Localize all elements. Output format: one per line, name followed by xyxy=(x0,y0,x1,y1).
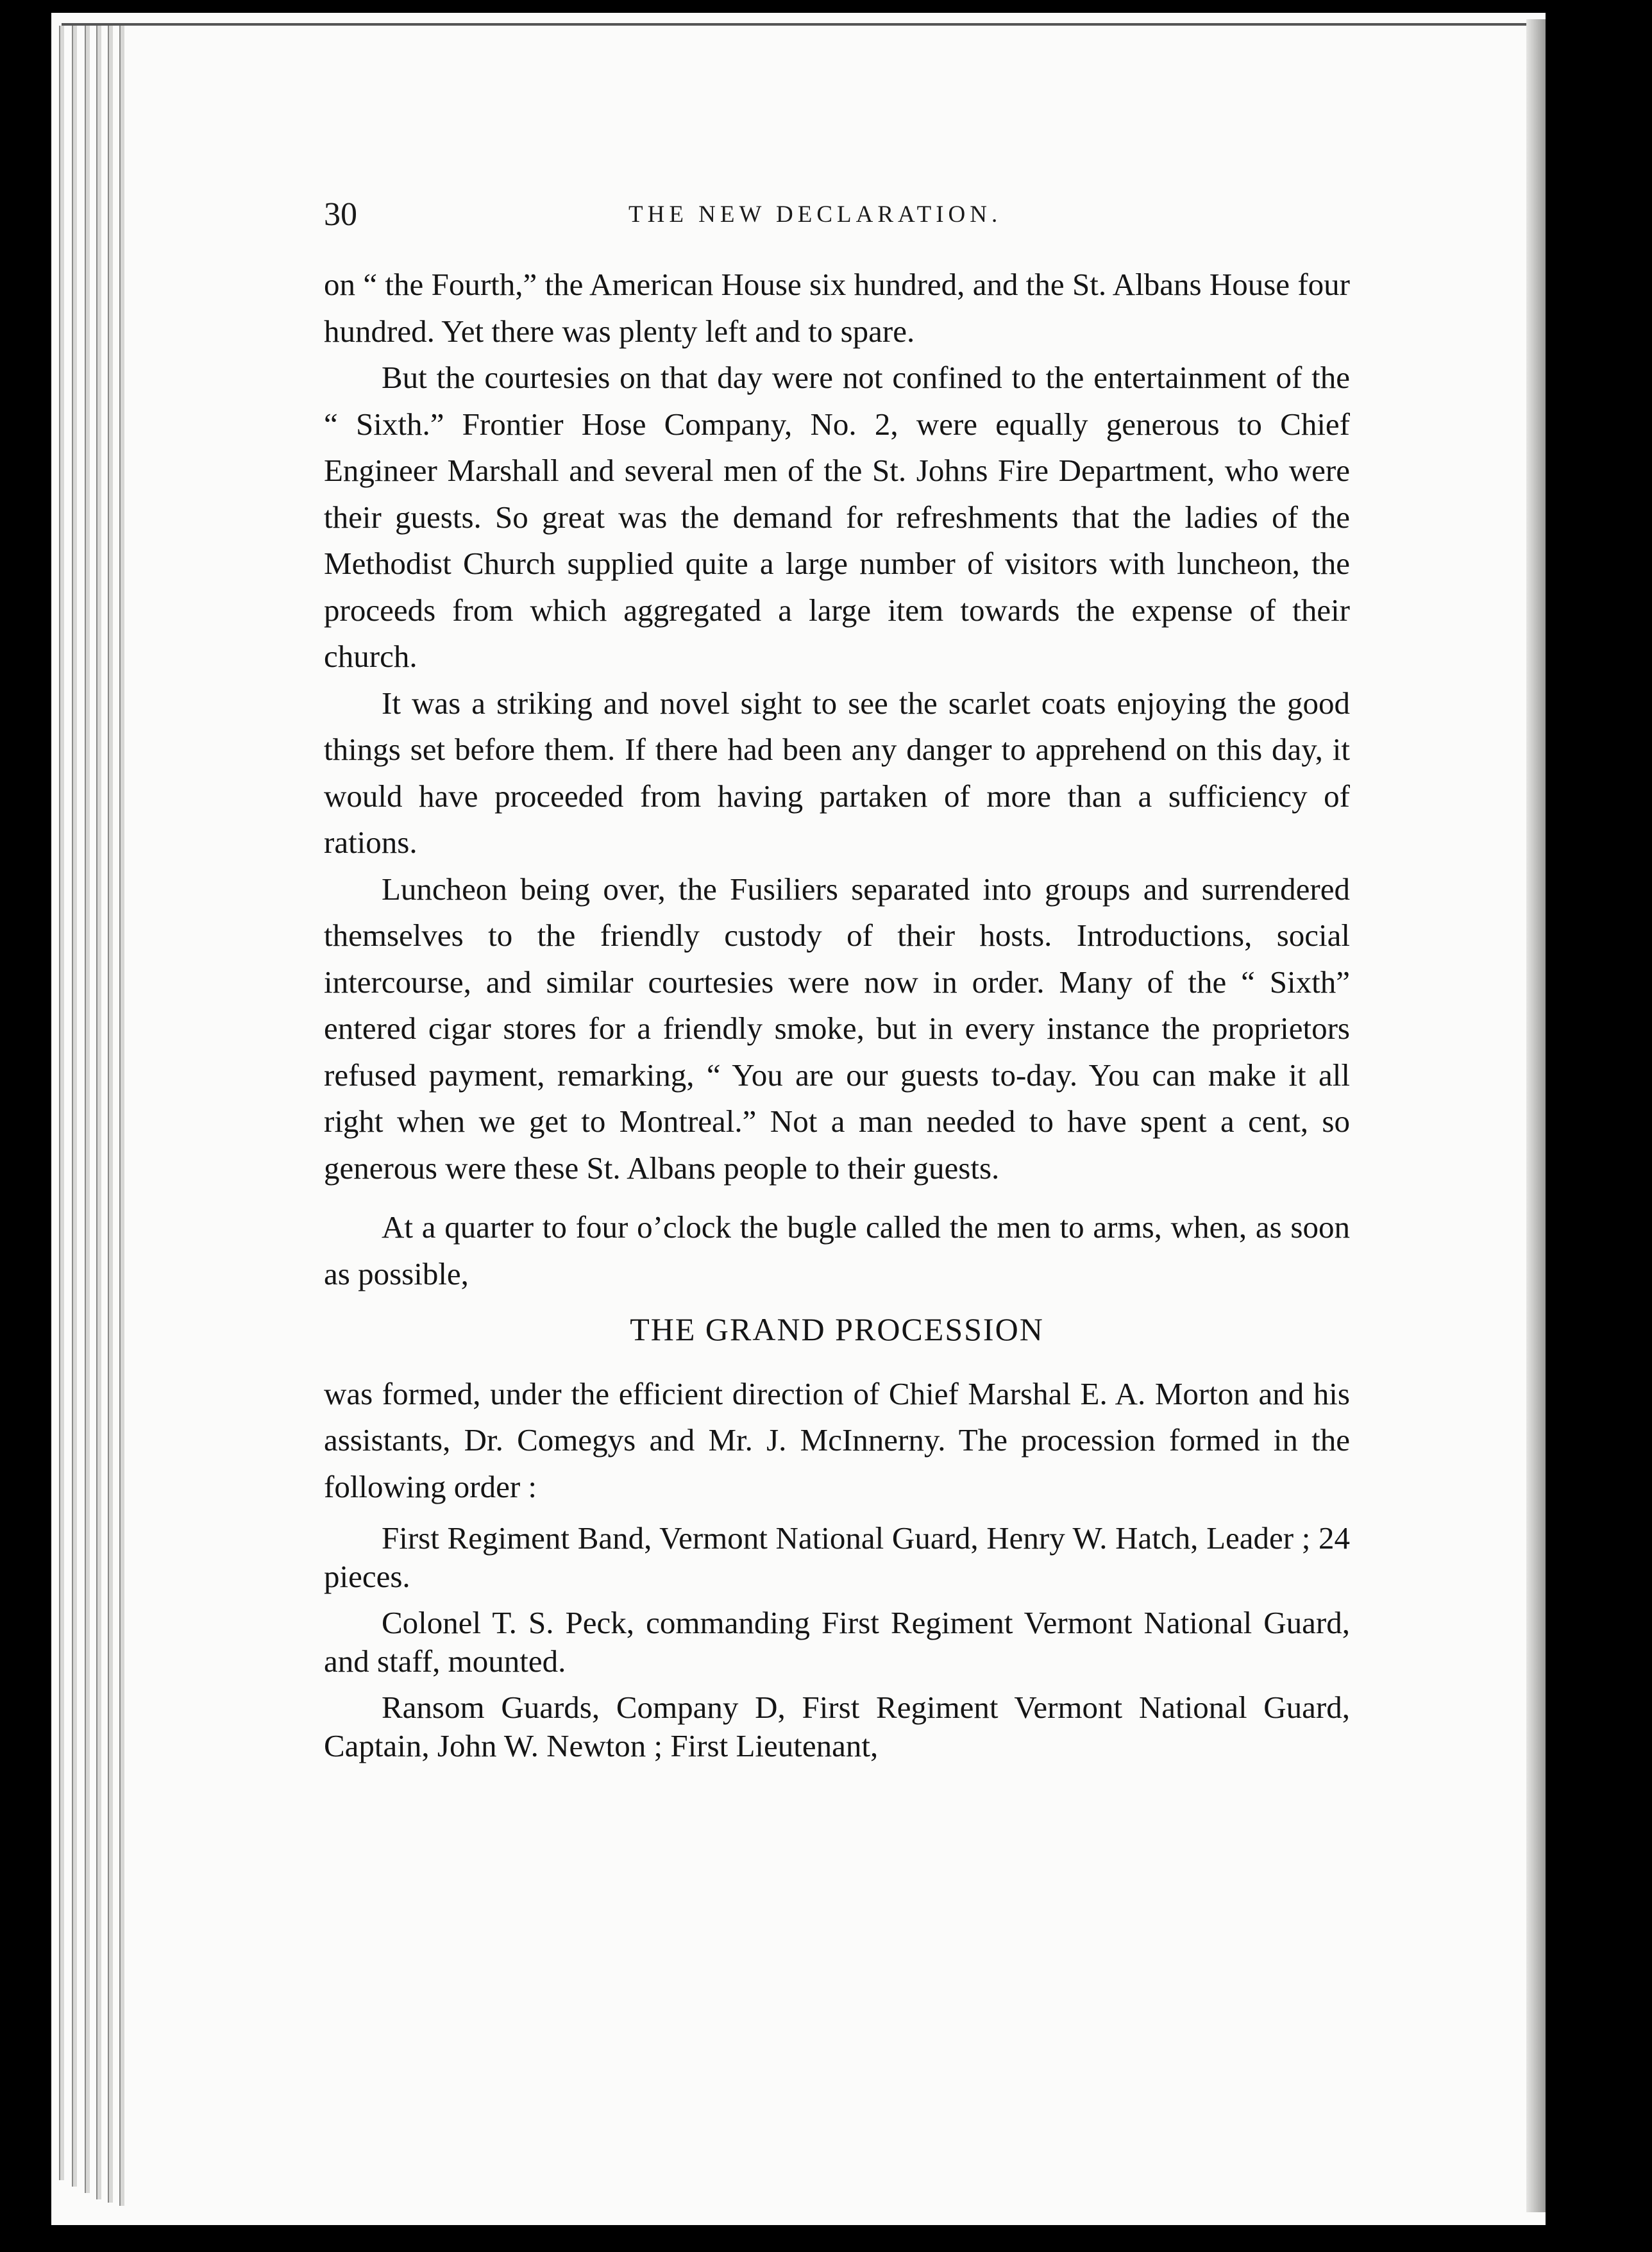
page-edge xyxy=(72,26,77,2187)
paragraph: Luncheon being over, the Fusiliers separated into groups and surrendered themselves to the friendly custody of their hosts. Introductions, social intercourse, and similar courtesies were now in order. Many of the “ Sixth” entered cigar stores for a friendly smoke, but in every instance the proprietors refused payment, remarking, “ You are our guests to-day. You can make it all right when we get to Montreal.” Not a man needed to have spent a cent, so generous were these St. Albans people to their guests. xyxy=(324,871,1350,1186)
page-edge xyxy=(119,26,124,2206)
paragraph: was formed, under the efficient direction of Chief Marshal E. A. Morton and his assistants, Dr. Comegys and Mr. J. McInnerny. The procession formed in the following order : xyxy=(324,1375,1350,1504)
list-item: Colonel T. S. Peck, commanding First Regiment Vermont National Guard, and staff, mounted. xyxy=(324,1605,1350,1679)
page-edge xyxy=(108,26,113,2203)
section-heading: THE GRAND PROCESSION xyxy=(630,1311,1044,1347)
page-edge xyxy=(96,26,101,2199)
running-title: THE NEW DECLARATION. xyxy=(628,201,1002,228)
list-item: Ransom Guards, Company D, First Regiment Vermont National Guard, Captain, John W. Newton ; First Lieutenant, xyxy=(324,1690,1350,1763)
page-edge xyxy=(59,26,64,2180)
paragraph: on “ the Fourth,” the American House six hundred, and the St. Albans House four hundred. Yet there was plenty left and to spare. xyxy=(324,267,1350,349)
list-item: First Regiment Band, Vermont National Guard, Henry W. Hatch, Leader ; 24 pieces. xyxy=(324,1520,1350,1594)
paragraph: It was a striking and novel sight to see the scarlet coats enjoying the good things set before them. If there had been any danger to apprehend on this day, it would have proceeded from having partaken of more than a sufficiency of rations. xyxy=(324,685,1350,860)
page-number: 30 xyxy=(324,196,357,233)
paragraph: But the courtesies on that day were not confined to the entertainment of the “ Sixth.” Frontier Hose Company, No. 2, were equally generous to Chief Engineer Marshall and several men of the St. Johns Fire Department, who were their guests. So great was the demand for refreshments that the ladies of the Methodist Church supplied quite a large number of visitors with luncheon, the proceeds from which aggregated a large item towards the expense of their church. xyxy=(324,360,1350,674)
procession-list xyxy=(324,1519,1350,1765)
body-text xyxy=(324,262,1350,1765)
paragraph: At a quarter to four o’clock the bugle called the men to arms, when, as soon as possible, xyxy=(324,1209,1350,1291)
page-top-edge xyxy=(62,23,1537,26)
page-header xyxy=(324,196,1350,240)
gutter-shadow xyxy=(1526,19,1546,2212)
page-edge xyxy=(85,26,90,2193)
